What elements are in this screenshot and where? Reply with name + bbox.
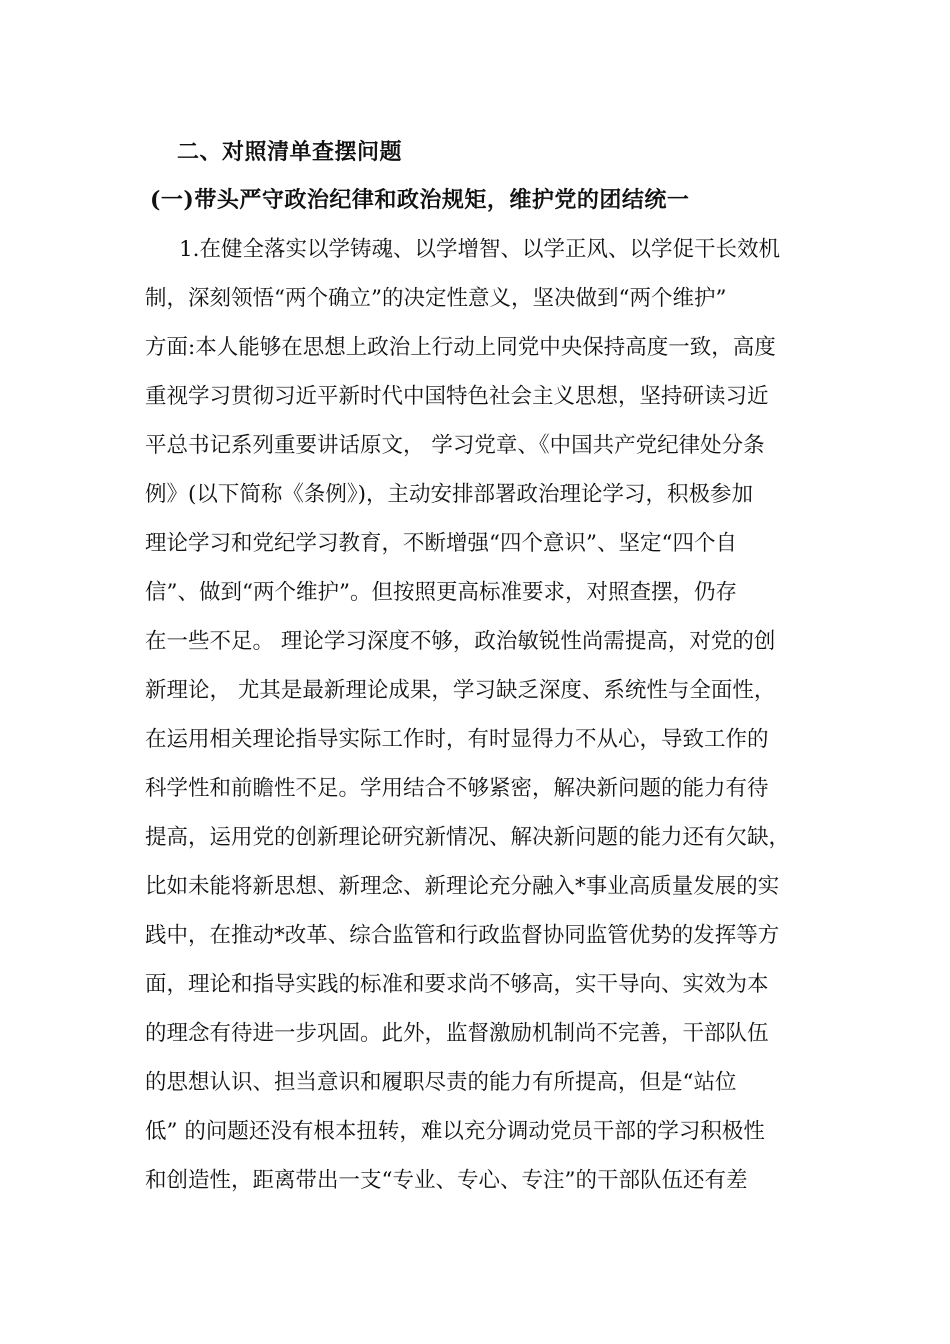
paragraph-line: 科学性和前瞻性不足。学用结合不够紧密，解决新问题的能力有待 (145, 776, 769, 801)
paragraph-line: 1.在健全落实以学铸魂、以学增智、以学正风、以学促干长效机 (179, 237, 781, 262)
paragraph-line: 提高，运用党的创新理论研究新情况、解决新问题的能力还有欠缺， (145, 825, 791, 850)
paragraph-line: 在运用相关理论指导实际工作时，有时显得力不从心，导致工作的 (145, 727, 769, 752)
paragraph-line: 比如未能将新思想、新理念、新理论充分融入*事业高质量发展的实 (145, 874, 780, 899)
paragraph-line: 践中，在推动*改革、综合监管和行政监督协同监管优势的发挥等方 (145, 923, 780, 948)
paragraph-line: 重视学习贯彻习近平新时代中国特色社会主义思想，坚持研读习近 (145, 384, 769, 409)
subsection-heading: (一)带头严守政治纪律和政治规矩，维护党的团结统一 (150, 187, 690, 213)
paragraph-line: 的理念有待进一步巩固。此外，监督激励机制尚不完善，干部队伍 (145, 1021, 769, 1046)
paragraph-line: 制，深刻领悟“两个确立”的决定性意义，坚决做到“两个维护” (145, 286, 727, 311)
paragraph-line: 低” 的问题还没有根本扭转，难以充分调动党员干部的学习积极性 (145, 1119, 765, 1144)
body-paragraph (145, 234, 825, 1214)
paragraph-line: 理论学习和党纪学习教育，不断增强“四个意识”、坚定“四个自 (145, 531, 737, 556)
section-heading: 二、对照清单查摆问题 (177, 139, 403, 165)
paragraph-line: 方面:本人能够在思想上政治上行动上同党中央保持高度一致，高度 (145, 335, 776, 360)
paragraph-line: 和创造性，距离带出一支“专业、专心、专注”的干部队伍还有差 (145, 1168, 748, 1193)
paragraph-line: 平总书记系列重要讲话原文， 学习党章、《中国共产党纪律处分条 (145, 433, 765, 458)
paragraph-line: 面，理论和指导实践的标准和要求尚不够高，实干导向、实效为本 (145, 972, 769, 997)
paragraph-line: 新理论， 尤其是最新理论成果，学习缺乏深度、系统性与全面性， (145, 678, 776, 703)
paragraph-line: 在一些不足。 理论学习深度不够，政治敏锐性尚需提高，对党的创 (145, 629, 776, 654)
paragraph-line: 例》(以下简称《条例》)，主动安排部署政治理论学习，积极参加 (145, 482, 754, 507)
paragraph-line: 的思想认识、担当意识和履职尽责的能力有所提高，但是“站位 (145, 1070, 737, 1095)
paragraph-line: 信”、做到“两个维护”。但按照更高标准要求，对照查摆，仍存 (145, 580, 737, 605)
